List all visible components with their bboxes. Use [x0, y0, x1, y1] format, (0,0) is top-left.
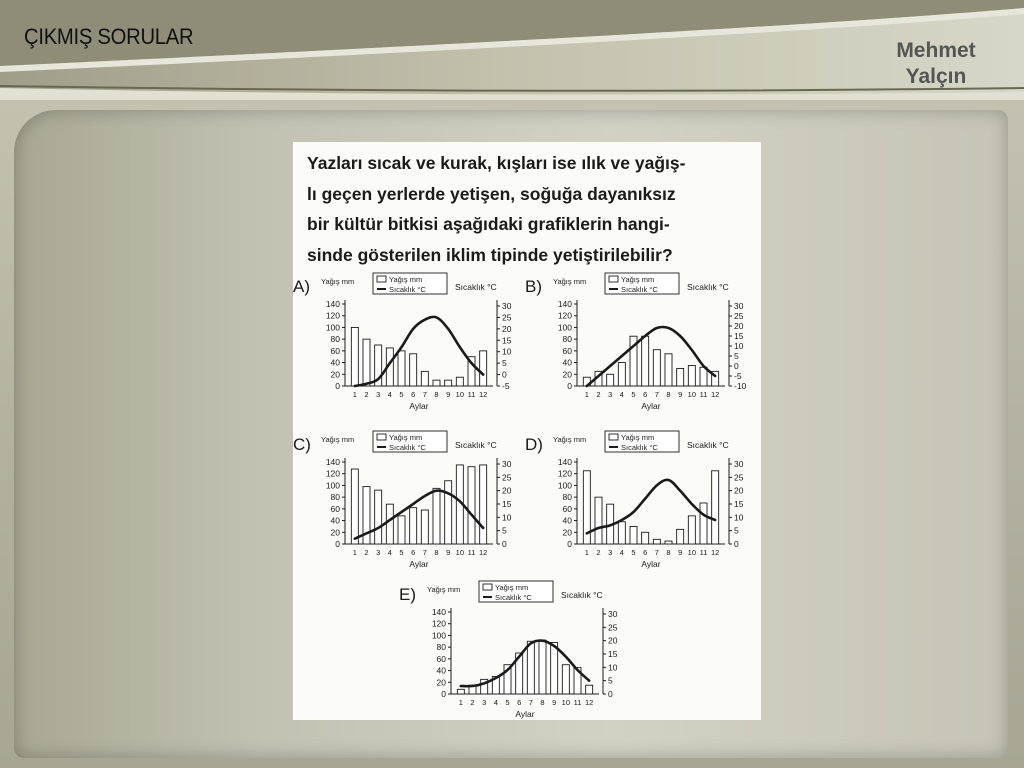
temperature-curve	[355, 491, 483, 539]
right-tick-label: 0	[502, 539, 507, 549]
precip-bar	[618, 522, 625, 544]
precip-bar	[677, 529, 684, 544]
legend-bar-swatch	[609, 434, 618, 440]
left-tick-label: 100	[325, 480, 340, 491]
question-line: lı geçen yerlerde yetişen, soğuğa dayanıksız	[307, 183, 676, 204]
climate-chart-svg	[293, 272, 529, 422]
right-tick-label: -5	[502, 381, 510, 391]
right-tick-label: 0	[734, 361, 739, 371]
left-tick-label: 120	[557, 468, 572, 479]
precip-bar	[468, 467, 475, 544]
right-tick-label: 5	[502, 358, 507, 369]
left-axis-title: Yağış mm	[427, 585, 461, 594]
left-tick-label: 60	[330, 503, 340, 514]
right-tick-label: 15	[502, 335, 512, 346]
x-tick-label: 6	[643, 390, 648, 399]
right-tick-label: 10	[502, 346, 512, 357]
precip-bar	[457, 689, 464, 694]
x-tick-label: 3	[482, 698, 487, 707]
left-tick-label: 120	[557, 310, 572, 321]
left-tick-label: 20	[562, 369, 572, 380]
legend-temp-label: Sıcaklık °C	[621, 443, 658, 452]
left-tick-label: 120	[431, 618, 446, 629]
precip-bar	[562, 665, 569, 694]
x-tick-label: 2	[596, 548, 601, 557]
chart-option-c	[293, 430, 529, 580]
chart-option-d	[525, 430, 761, 580]
x-tick-label: 12	[478, 390, 488, 399]
precip-bar	[480, 465, 487, 544]
x-tick-label: 4	[387, 548, 392, 557]
x-tick-label: 10	[687, 548, 697, 557]
x-tick-label: 2	[364, 390, 369, 399]
x-tick-label: 3	[376, 390, 381, 399]
precip-bar	[527, 641, 534, 694]
chart-option-e	[399, 580, 635, 730]
x-tick-label: 3	[608, 548, 613, 557]
x-tick-label: 6	[517, 698, 522, 707]
right-tick-label: 10	[734, 341, 744, 351]
legend-bar-swatch	[377, 276, 386, 282]
left-tick-label: 60	[562, 345, 572, 356]
left-tick-label: 0	[335, 381, 340, 391]
left-tick-label: 20	[436, 677, 446, 688]
x-tick-label: 9	[446, 390, 451, 399]
legend-temp-label: Sıcaklık °C	[389, 285, 426, 294]
legend-precip-label: Yağış mm	[389, 433, 423, 442]
right-tick-label: 15	[608, 649, 618, 659]
right-tick-label: 0	[608, 689, 613, 699]
x-tick-label: 10	[687, 390, 697, 399]
x-tick-label: 4	[493, 698, 498, 707]
right-tick-label: 15	[734, 331, 744, 341]
left-tick-label: 20	[330, 527, 340, 538]
right-axis-title: Sıcaklık °C	[687, 282, 729, 292]
x-tick-label: 3	[608, 390, 613, 399]
question-text	[307, 148, 757, 270]
chart-option-a	[293, 272, 529, 422]
left-tick-label: 40	[436, 665, 446, 676]
left-tick-label: 40	[330, 515, 340, 526]
precip-bar	[421, 510, 428, 544]
author-name	[876, 38, 996, 90]
x-tick-label: 7	[654, 390, 659, 399]
chart-legend	[605, 431, 679, 452]
right-tick-label: 0	[734, 539, 739, 549]
chart-legend	[373, 431, 447, 452]
question-line: Yazları sıcak ve kurak, kışları ise ılık ve yağış-	[307, 153, 686, 173]
option-letter: E)	[399, 585, 416, 604]
left-tick-label: 100	[557, 480, 572, 491]
x-tick-label: 5	[399, 548, 404, 557]
left-tick-label: 100	[431, 630, 446, 641]
precip-bar	[351, 327, 358, 386]
x-tick-label: 9	[678, 390, 683, 399]
x-tick-label: 7	[422, 390, 427, 399]
x-tick-label: 1	[584, 548, 589, 557]
option-letter: B)	[525, 277, 542, 296]
right-tick-label: 5	[608, 675, 613, 686]
x-tick-label: 2	[596, 390, 601, 399]
temperature-curve	[461, 641, 589, 687]
legend-bar-swatch	[609, 276, 618, 282]
right-tick-label: 25	[502, 312, 512, 323]
x-tick-label: 5	[631, 548, 636, 557]
precip-bar	[398, 516, 405, 544]
precip-bar	[688, 516, 695, 544]
right-tick-label: 10	[734, 512, 744, 523]
left-axis-title: Yağış mm	[321, 435, 355, 444]
legend-temp-label: Sıcaklık °C	[495, 593, 532, 602]
left-tick-label: 60	[436, 653, 446, 664]
x-tick-label: 5	[631, 390, 636, 399]
left-tick-label: 120	[325, 310, 340, 321]
climate-chart-svg	[525, 430, 761, 580]
left-tick-label: 80	[330, 492, 340, 503]
right-tick-label: 30	[608, 609, 618, 619]
right-tick-label: 30	[734, 301, 744, 311]
x-tick-label: 12	[710, 390, 720, 399]
legend-precip-label: Yağış mm	[495, 583, 529, 592]
left-tick-label: 40	[562, 357, 572, 368]
chart-legend	[605, 273, 679, 294]
x-tick-label: 1	[458, 698, 463, 707]
x-tick-label: 4	[387, 390, 392, 399]
x-tick-label: 5	[505, 698, 510, 707]
right-tick-label: -10	[734, 381, 747, 391]
x-tick-label: 8	[666, 548, 671, 557]
legend-temp-label: Sıcaklık °C	[621, 285, 658, 294]
right-tick-label: 25	[608, 622, 618, 633]
temperature-curve	[587, 480, 715, 533]
right-tick-label: 30	[502, 301, 512, 311]
author-first-name: Mehmet	[896, 39, 976, 62]
right-axis-title: Sıcaklık °C	[455, 282, 497, 292]
right-tick-label: 5	[734, 351, 739, 361]
precip-bar	[433, 488, 440, 544]
x-tick-label: 9	[552, 698, 557, 707]
x-tick-label: 9	[678, 548, 683, 557]
x-tick-label: 1	[352, 548, 357, 557]
right-tick-label: 10	[608, 662, 618, 673]
left-tick-label: 100	[325, 322, 340, 333]
right-tick-label: 20	[502, 485, 512, 496]
right-tick-label: 20	[734, 485, 744, 496]
left-tick-label: 60	[330, 345, 340, 356]
chart-legend	[373, 273, 447, 294]
x-tick-label: 8	[540, 698, 545, 707]
question-line: bir kültür bitkisi aşağıdaki grafiklerin hangi-	[307, 214, 670, 234]
legend-bar-swatch	[483, 584, 492, 590]
right-tick-label: 10	[502, 512, 512, 523]
author-last-name: Yalçın	[905, 65, 967, 88]
x-tick-label: 8	[434, 548, 439, 557]
left-tick-label: 80	[562, 492, 572, 503]
x-tick-label: 6	[643, 548, 648, 557]
right-tick-label: 5	[502, 525, 507, 536]
x-axis-title: Aylar	[641, 401, 661, 411]
x-tick-label: 5	[399, 390, 404, 399]
x-tick-label: 7	[422, 548, 427, 557]
left-tick-label: 60	[562, 503, 572, 514]
x-axis-title: Aylar	[409, 559, 429, 569]
legend-precip-label: Yağış mm	[621, 275, 655, 284]
left-tick-label: 40	[562, 515, 572, 526]
left-tick-label: 140	[557, 299, 572, 309]
right-tick-label: 0	[502, 369, 507, 380]
x-axis-title: Aylar	[515, 709, 535, 719]
climate-chart-svg	[525, 272, 761, 422]
precip-bar	[586, 685, 593, 694]
x-tick-label: 11	[467, 548, 476, 557]
left-tick-label: 80	[436, 642, 446, 653]
x-tick-label: 10	[455, 548, 465, 557]
precip-bar	[363, 339, 370, 386]
left-axis-title: Yağış mm	[553, 277, 587, 286]
precip-bar	[421, 371, 428, 386]
x-tick-label: 1	[584, 390, 589, 399]
precip-bar	[700, 503, 707, 544]
precip-bar	[410, 354, 417, 386]
climate-chart-svg	[293, 430, 529, 580]
question-image	[293, 142, 761, 720]
right-tick-label: 20	[608, 635, 618, 646]
precip-bar	[653, 539, 660, 544]
left-tick-label: 140	[431, 607, 446, 617]
precip-bar	[386, 504, 393, 544]
x-tick-label: 8	[666, 390, 671, 399]
left-tick-label: 140	[557, 457, 572, 467]
x-tick-label: 11	[467, 390, 476, 399]
left-tick-label: 0	[441, 689, 446, 699]
precip-bar	[665, 541, 672, 544]
x-tick-label: 6	[411, 390, 416, 399]
precip-bar	[607, 374, 614, 386]
left-tick-label: 20	[562, 527, 572, 538]
left-tick-label: 80	[562, 334, 572, 345]
precip-bar	[480, 351, 487, 386]
left-tick-label: 80	[330, 334, 340, 345]
right-tick-label: 25	[734, 311, 744, 321]
precip-bar	[456, 377, 463, 386]
left-tick-label: 120	[325, 468, 340, 479]
left-axis-title: Yağış mm	[553, 435, 587, 444]
precip-bar	[665, 354, 672, 386]
x-tick-label: 2	[364, 548, 369, 557]
x-tick-label: 12	[584, 698, 594, 707]
right-tick-label: 25	[502, 472, 512, 483]
precip-bar	[653, 350, 660, 386]
x-tick-label: 12	[478, 548, 488, 557]
right-tick-label: 20	[502, 323, 512, 334]
x-tick-label: 10	[455, 390, 465, 399]
x-tick-label: 2	[470, 698, 475, 707]
left-axis-title: Yağış mm	[321, 277, 355, 286]
right-tick-label: -5	[734, 371, 742, 381]
left-tick-label: 140	[325, 457, 340, 467]
temperature-curve	[355, 317, 483, 386]
x-tick-label: 1	[352, 390, 357, 399]
chart-option-b	[525, 272, 761, 422]
x-axis-title: Aylar	[409, 401, 429, 411]
precip-bar	[410, 508, 417, 544]
precip-bar	[539, 640, 546, 694]
precip-bar	[398, 351, 405, 386]
precip-bar	[551, 642, 558, 694]
precip-bar	[630, 526, 637, 544]
x-axis-title: Aylar	[641, 559, 661, 569]
x-tick-label: 6	[411, 548, 416, 557]
left-tick-label: 0	[567, 381, 572, 391]
x-tick-label: 8	[434, 390, 439, 399]
x-tick-label: 4	[619, 390, 624, 399]
x-tick-label: 10	[561, 698, 571, 707]
x-tick-label: 7	[654, 548, 659, 557]
precip-bar	[445, 481, 452, 544]
right-tick-label: 20	[734, 321, 744, 331]
x-tick-label: 11	[573, 698, 582, 707]
x-tick-label: 11	[699, 548, 708, 557]
precip-bar	[595, 497, 602, 544]
option-letter: A)	[293, 277, 310, 296]
option-letter: C)	[293, 435, 311, 454]
temperature-curve	[587, 327, 715, 386]
left-tick-label: 0	[567, 539, 572, 549]
left-tick-label: 100	[557, 322, 572, 333]
right-tick-label: 30	[734, 459, 744, 469]
right-tick-label: 15	[734, 499, 744, 509]
legend-bar-swatch	[377, 434, 386, 440]
left-tick-label: 140	[325, 299, 340, 309]
x-tick-label: 11	[699, 390, 708, 399]
precip-bar	[688, 366, 695, 387]
x-tick-label: 7	[528, 698, 533, 707]
precip-bar	[642, 532, 649, 544]
right-tick-label: 30	[502, 459, 512, 469]
x-tick-label: 4	[619, 548, 624, 557]
right-tick-label: 25	[734, 472, 744, 483]
x-tick-label: 9	[446, 548, 451, 557]
x-tick-label: 3	[376, 548, 381, 557]
right-axis-title: Sıcaklık °C	[687, 440, 729, 450]
slide-title: ÇIKMIŞ SORULAR	[24, 24, 194, 49]
legend-precip-label: Yağış mm	[621, 433, 655, 442]
legend-precip-label: Yağış mm	[389, 275, 423, 284]
precip-bar	[618, 363, 625, 386]
chart-legend	[479, 581, 553, 602]
legend-temp-label: Sıcaklık °C	[389, 443, 426, 452]
header-swoosh	[0, 0, 1024, 100]
precip-bar	[642, 336, 649, 386]
precip-bar	[433, 380, 440, 386]
question-line: sinde gösterilen iklim tipinde yetiştirilebilir?	[307, 244, 673, 265]
right-tick-label: 15	[502, 499, 512, 509]
x-tick-label: 12	[710, 548, 720, 557]
precip-bar	[375, 490, 382, 544]
left-tick-label: 0	[335, 539, 340, 549]
climate-chart-svg	[399, 580, 635, 730]
left-tick-label: 40	[330, 357, 340, 368]
right-axis-title: Sıcaklık °C	[561, 590, 603, 600]
left-tick-label: 20	[330, 369, 340, 380]
precip-bar	[351, 469, 358, 544]
precip-bar	[712, 471, 719, 544]
precip-bar	[445, 380, 452, 386]
right-tick-label: 5	[734, 525, 739, 536]
precip-bar	[677, 368, 684, 386]
option-letter: D)	[525, 435, 543, 454]
right-axis-title: Sıcaklık °C	[455, 440, 497, 450]
